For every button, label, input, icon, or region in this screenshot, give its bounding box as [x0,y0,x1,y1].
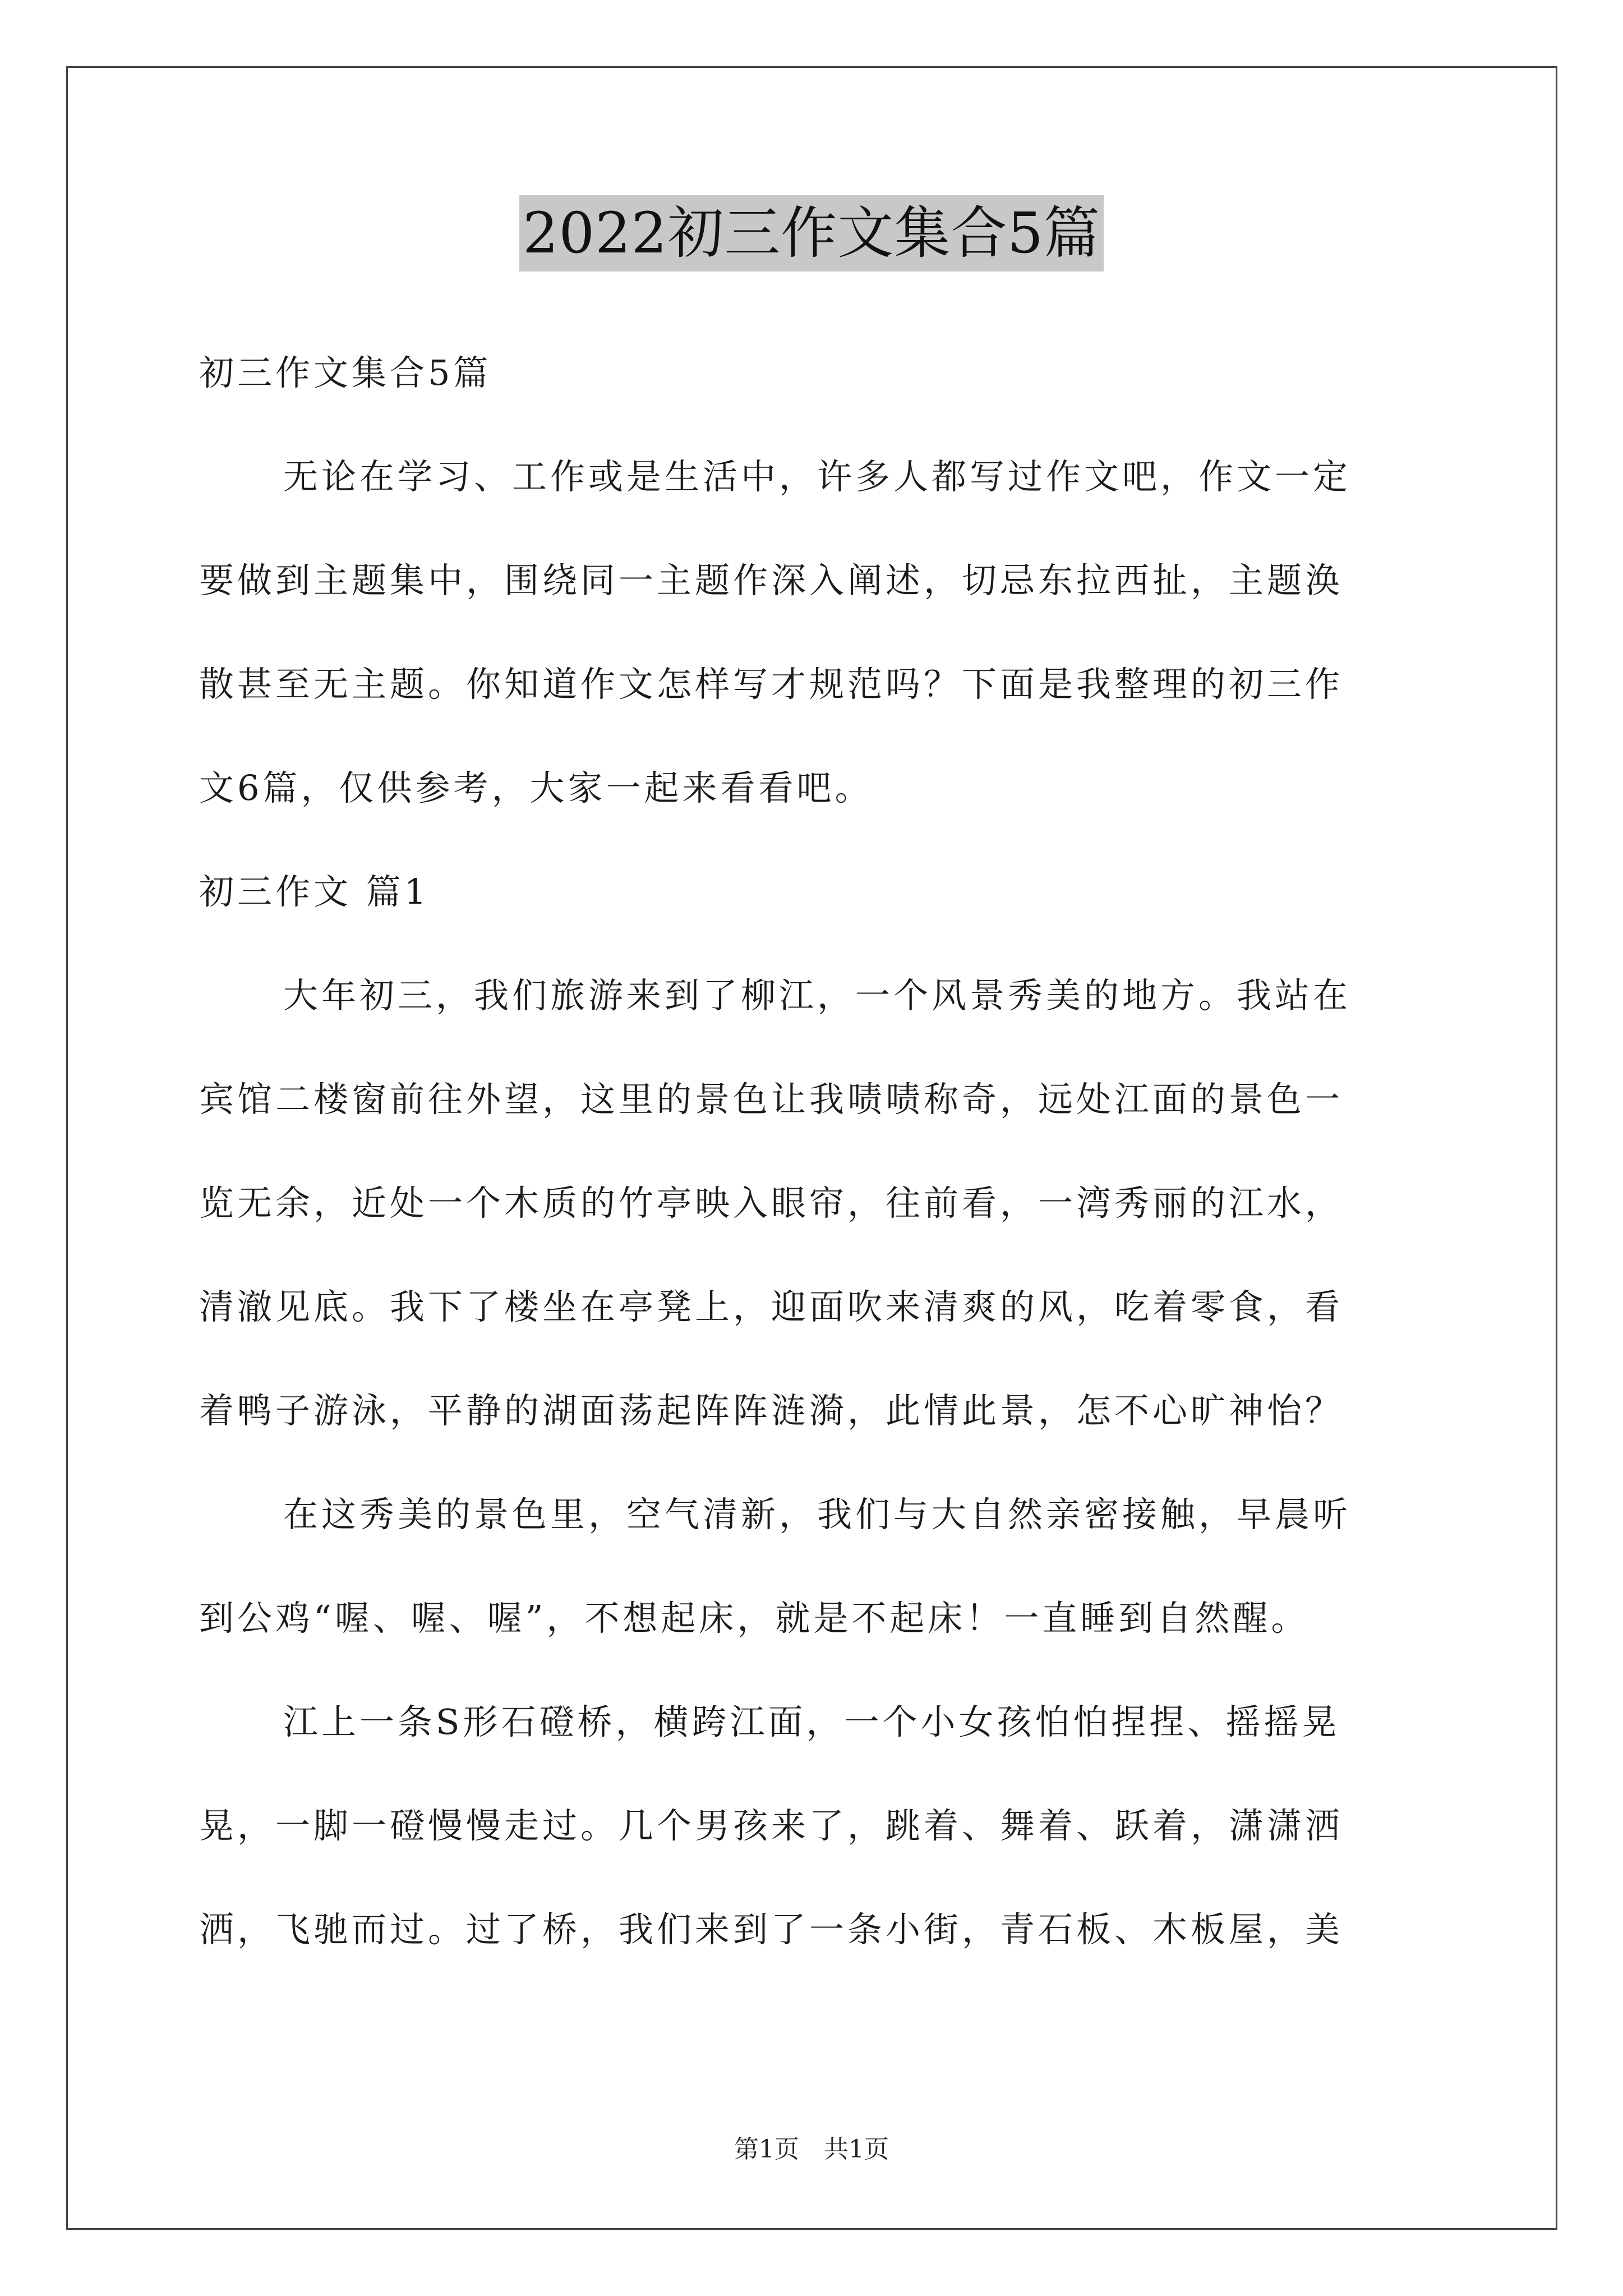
text-line: 宾馆二楼窗前往外望，这里的景色让我啧啧称奇，远处江面的景色一 [199,1079,1344,1120]
page-number: 第1页 [734,2135,799,2164]
text-line: 清澈见底。我下了楼坐在亭凳上，迎面吹来清爽的风，吃着零食，看 [199,1286,1344,1327]
document-title: 2022初三作文集合5篇 [519,195,1104,272]
text-line: 在这秀美的景色里，空气清新，我们与大自然亲密接触，早晨听 [283,1494,1352,1535]
text-line: 江上一条S形石磴桥，横跨江面，一个小女孩怕怕捏捏、摇摇晃 [283,1701,1340,1742]
page-footer [0,2129,1623,2165]
text-line: 着鸭子游泳，平静的湖面荡起阵阵涟漪，此情此景，怎不心旷神怡？ [199,1390,1344,1431]
title-container [0,195,1623,272]
text-line: 览无余，近处一个木质的竹亭映入眼帘，往前看，一湾秀丽的江水， [199,1182,1344,1223]
text-line: 洒，飞驰而过。过了桥，我们来到了一条小街，青石板、木板屋，美 [199,1909,1344,1950]
text-line: 晃，一脚一磴慢慢走过。几个男孩来了，跳着、舞着、跃着，潇潇洒 [199,1805,1344,1846]
text-line: 到公鸡“喔、喔、喔”，不想起床，就是不起床！一直睡到自然醒。 [199,1598,1310,1639]
text-line: 文6篇，仅供参考，大家一起来看看吧。 [199,767,873,808]
text-line: 大年初三，我们旅游来到了柳江，一个风景秀美的地方。我站在 [283,975,1352,1016]
text-line: 散甚至无主题。你知道作文怎样写才规范吗？下面是我整理的初三作 [199,664,1344,705]
section-heading: 初三作文 篇1 [199,871,430,912]
page-total: 共1页 [824,2135,889,2164]
text-line: 无论在学习、工作或是生活中，许多人都写过作文吧，作文一定 [283,456,1352,497]
document-subtitle: 初三作文集合5篇 [199,352,492,393]
text-line: 要做到主题集中，围绕同一主题作深入阐述，切忌东拉西扯，主题涣 [199,560,1344,601]
